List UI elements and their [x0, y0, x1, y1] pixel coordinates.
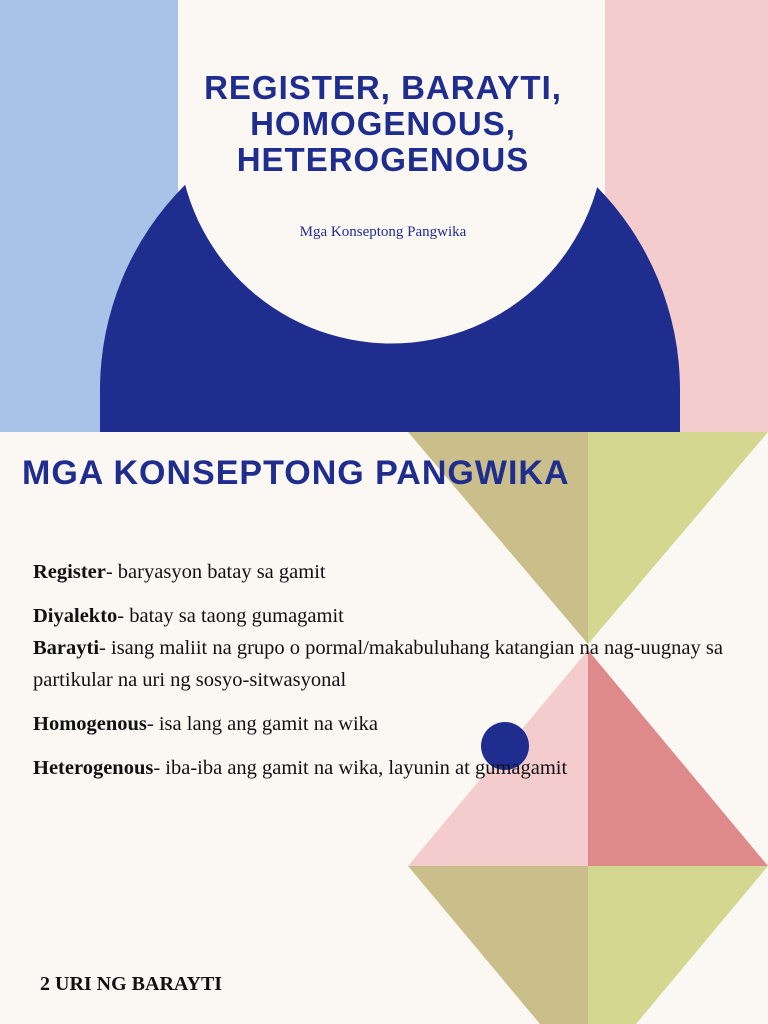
definition-diyalekto: [33, 600, 733, 632]
description: - batay sa taong gumagamit: [117, 605, 344, 627]
definition-list: [33, 556, 733, 784]
title-slide-background: [0, 0, 768, 432]
title-slide: [0, 0, 768, 432]
definition-register: [33, 556, 733, 588]
definition-heterogenous: [33, 752, 733, 784]
term: Barayti: [33, 637, 100, 659]
description: - isang maliit na grupo o pormal/makabuluhang katangian na nag-uugnay sa partikular na uri ng sosyo-sitwasyonal: [33, 637, 723, 691]
slide-title: REGISTER, BARAYTI, HOMOGENOUS, HETEROGENOUS: [204, 69, 562, 178]
bottom-triangle-left: [408, 866, 588, 1024]
term: Heterogenous: [33, 757, 154, 779]
concepts-title: MGA KONSEPTONG PANGWIKA: [22, 454, 570, 492]
description: - baryasyon batay sa gamit: [105, 561, 326, 583]
description: - iba-iba ang gamit na wika, layunin at gumagamit: [153, 757, 568, 779]
bottom-triangle-right: [588, 866, 768, 1024]
concepts-slide: [0, 432, 768, 1024]
term: Diyalekto: [33, 605, 118, 627]
definition-homogenous: [33, 708, 733, 740]
term: Register: [33, 561, 106, 583]
term: Homogenous: [33, 713, 147, 735]
barayti-heading: 2 URI NG BARAYTI: [40, 973, 223, 995]
description: - isa lang ang gamit na wika: [146, 713, 379, 735]
slide-subtitle: Mga Konseptong Pangwika: [299, 224, 467, 240]
definition-barayti: [33, 632, 733, 696]
